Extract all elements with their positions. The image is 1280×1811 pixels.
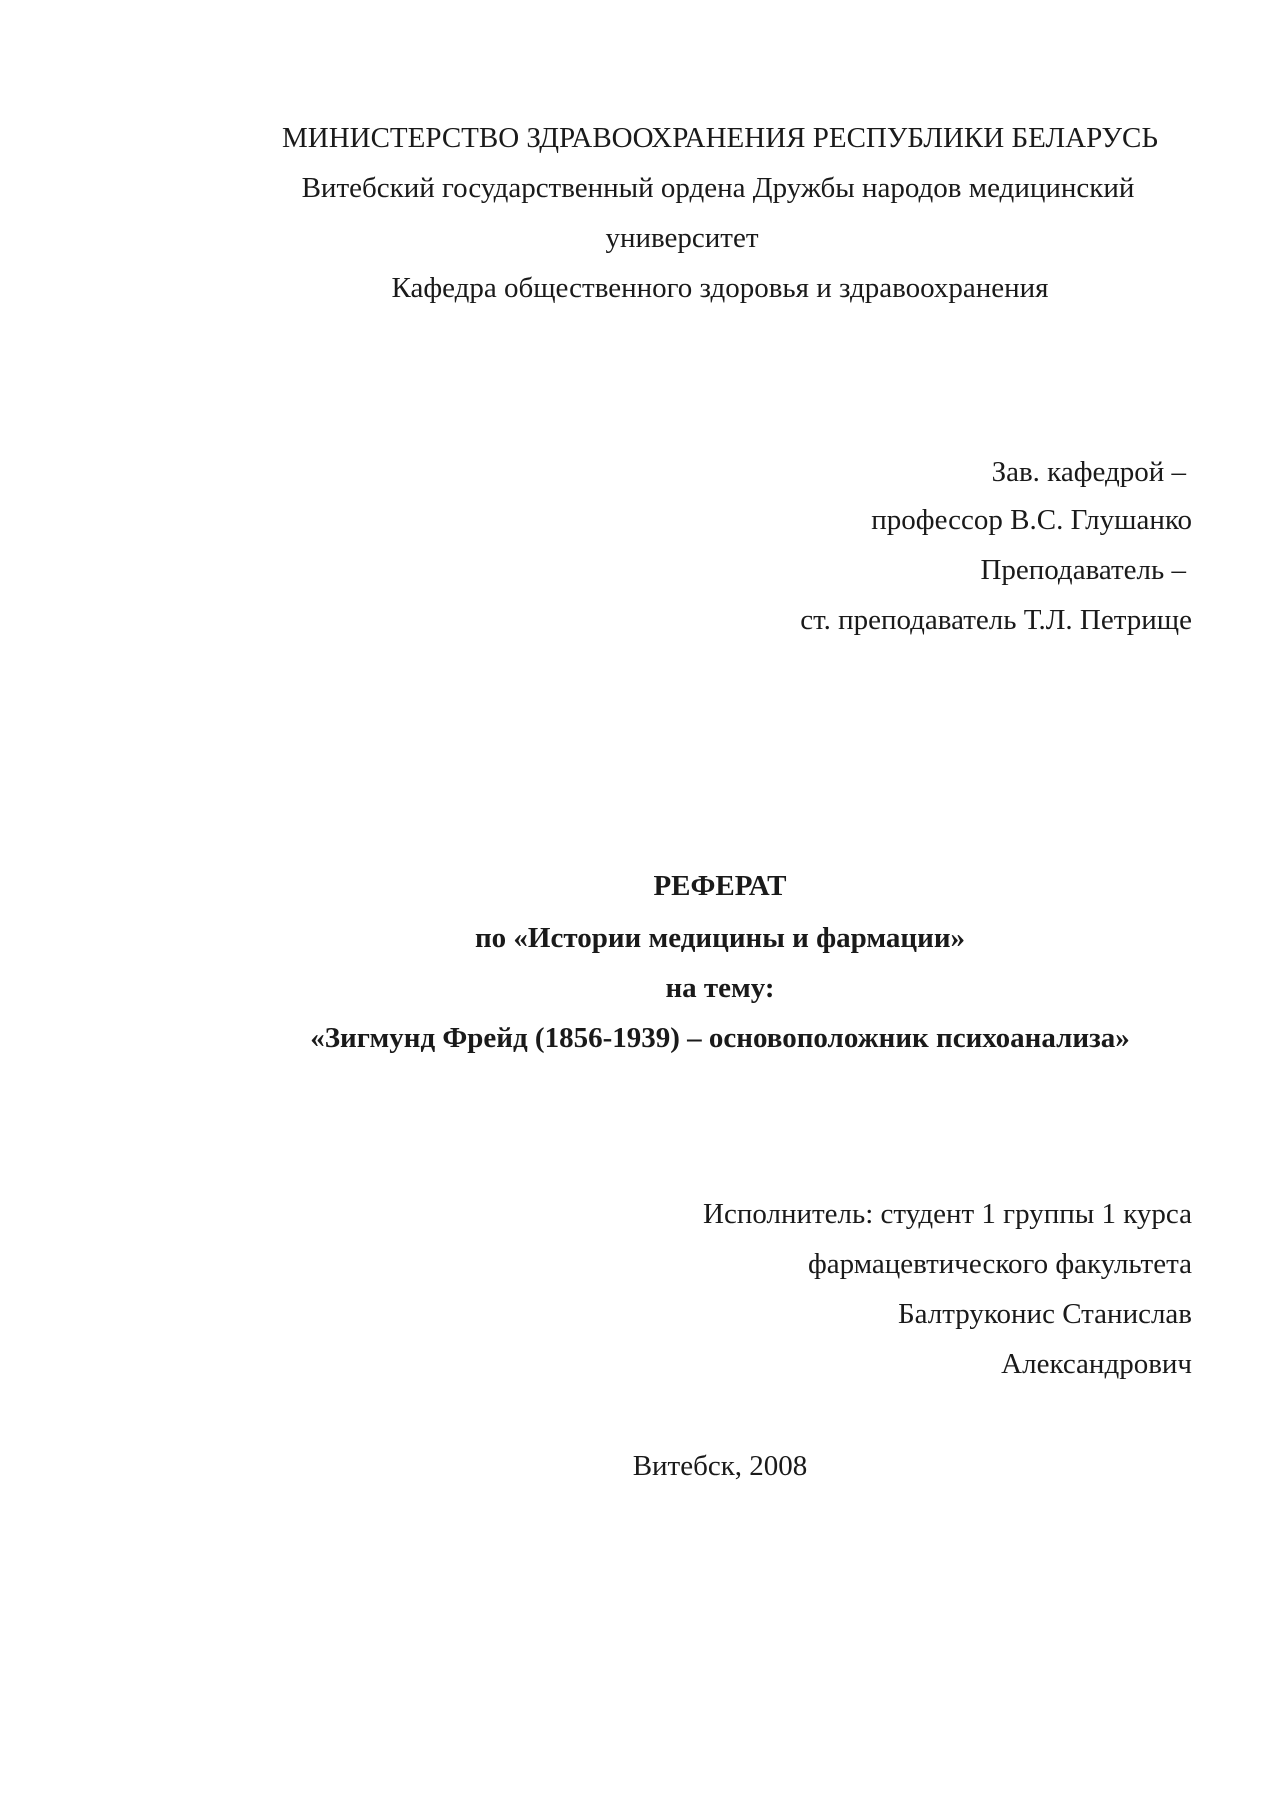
teacher-label: Преподаватель – xyxy=(980,554,1186,586)
author-line-3: Балтруконис Станислав xyxy=(898,1298,1192,1330)
university-name-line2: университет xyxy=(605,222,759,254)
author-line-1: Исполнитель: студент 1 группы 1 курса xyxy=(703,1198,1192,1230)
author-line-2: фармацевтического факультета xyxy=(808,1248,1192,1280)
subject-title: по «Истории медицины и фармации» xyxy=(474,922,966,954)
teacher-name: ст. преподаватель Т.Л. Петрище xyxy=(800,604,1192,636)
head-of-department-label: Зав. кафедрой – xyxy=(991,456,1186,488)
department-name: Кафедра общественного здоровья и здравоохранения xyxy=(391,272,1049,304)
topic-title: «Зигмунд Фрейд (1856-1939) – основоположник психоанализа» xyxy=(310,1022,1130,1054)
university-name-line1: Витебский государственный ордена Дружбы народов медицинский xyxy=(301,172,1135,204)
author-line-4: Александрович xyxy=(1001,1348,1192,1380)
place-and-year: Витебск, 2008 xyxy=(632,1450,808,1482)
ministry-heading: МИНИСТЕРСТВО ЗДРАВООХРАНЕНИЯ РЕСПУБЛИКИ БЕЛАРУСЬ xyxy=(281,122,1159,154)
topic-label: на тему: xyxy=(665,972,775,1004)
document-type-title: РЕФЕРАТ xyxy=(653,870,787,902)
head-of-department-name: профессор В.С. Глушанко xyxy=(871,504,1192,536)
